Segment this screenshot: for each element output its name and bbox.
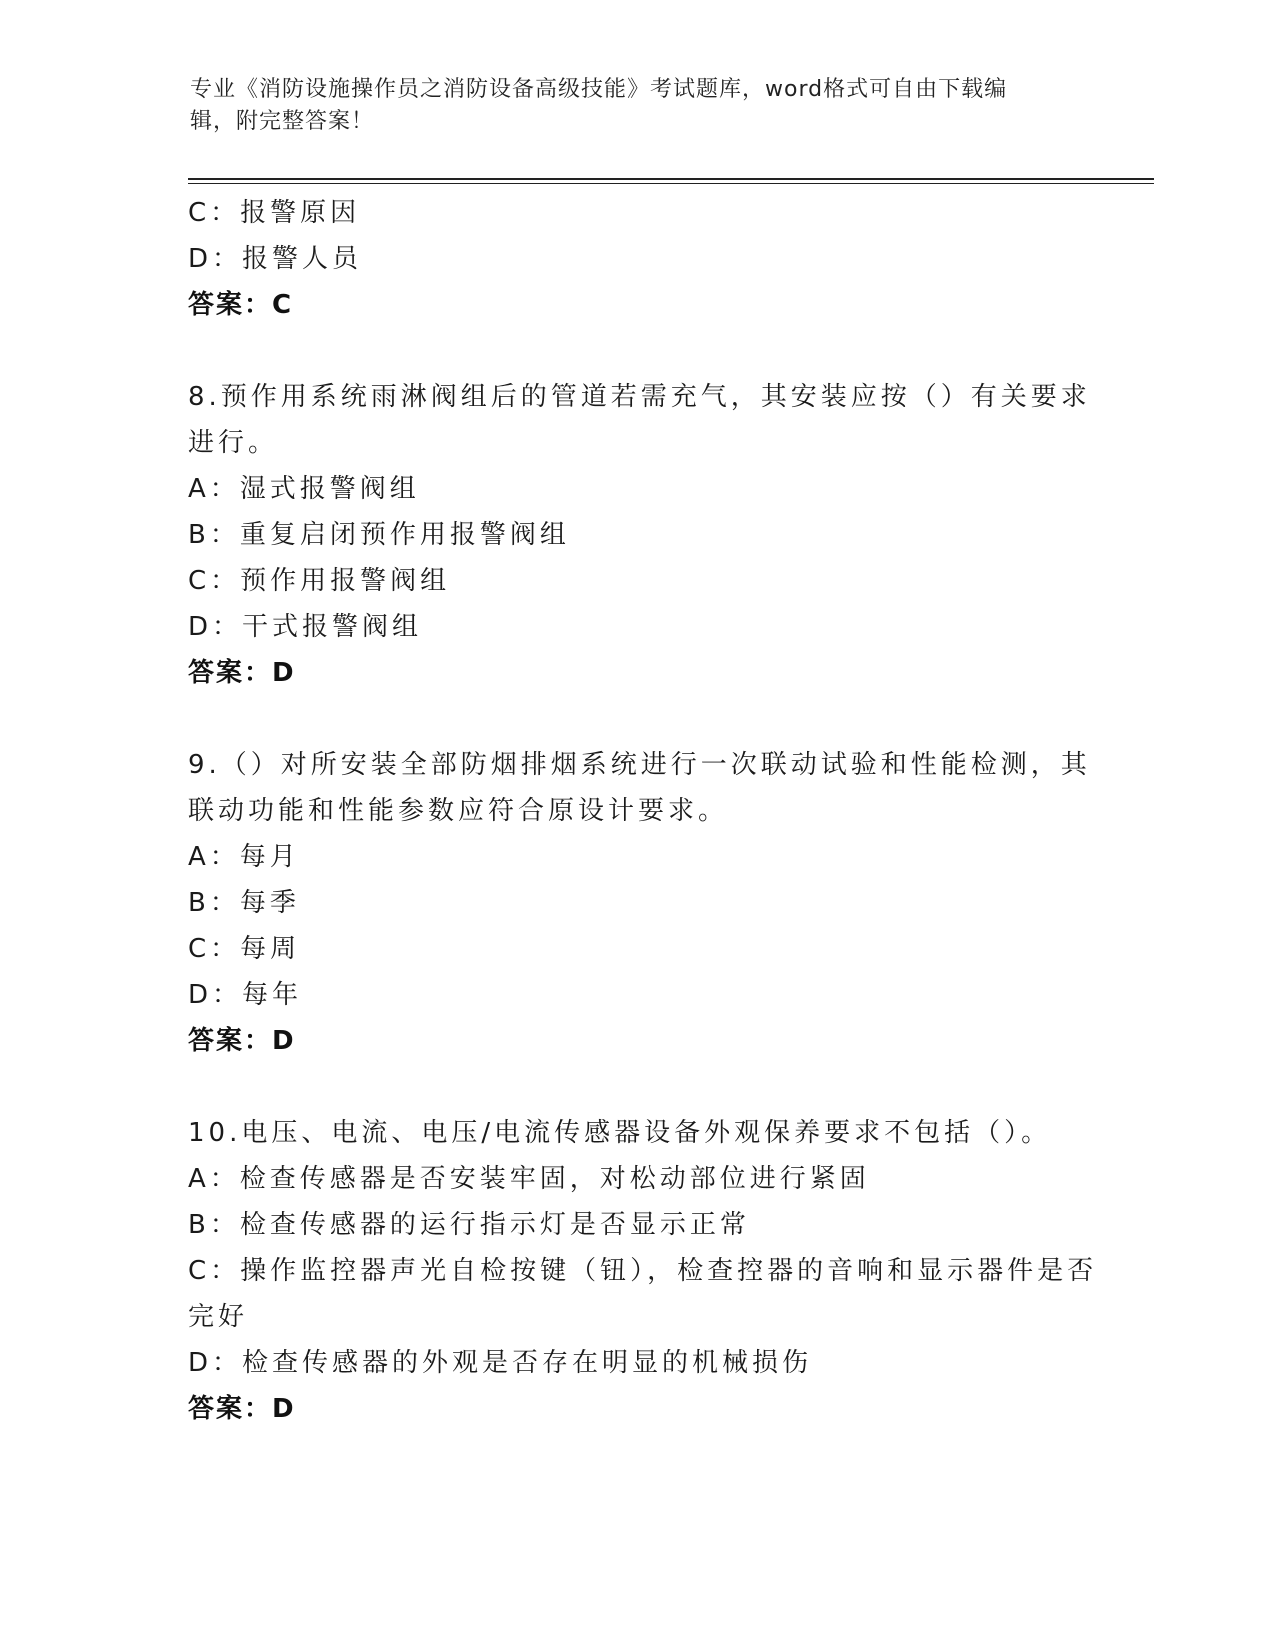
option-d: D：检查传感器的外观是否存在明显的机械损伤 [188, 1348, 813, 1378]
option-a: A：湿式报警阀组 [188, 474, 420, 504]
option-d: D：报警人员 [188, 244, 363, 274]
option-d: D：每年 [188, 980, 303, 1010]
header-line-1: 专业《消防设施操作员之消防设备高级技能》考试题库，word格式可自由下载编 [190, 77, 1008, 102]
option-a: A：检查传感器是否安装牢固，对松动部位进行紧固 [188, 1164, 870, 1194]
answer-line: 答案：D [188, 1026, 296, 1056]
question-stem: 8.预作用系统雨淋阀组后的管道若需充气，其安装应按（）有关要求 [188, 382, 1091, 412]
option-b: B：每季 [188, 888, 300, 918]
question-stem: 10.电压、电流、电压/电流传感器设备外观保养要求不包括（）。 [188, 1118, 1052, 1148]
question-stem-continued: 联动功能和性能参数应符合原设计要求。 [188, 796, 729, 826]
option-b: B：检查传感器的运行指示灯是否显示正常 [188, 1210, 750, 1240]
document-header [190, 74, 1090, 138]
option-c: C：报警原因 [188, 198, 361, 228]
header-divider-thin [188, 183, 1154, 184]
answer-line: 答案：D [188, 658, 296, 688]
option-a: A：每月 [188, 842, 300, 872]
header-line-2: 辑，附完整答案！ [190, 109, 375, 134]
option-c: C：操作监控器声光自检按键（钮），检查控器的音响和显示器件是否 [188, 1256, 1098, 1286]
question-stem: 9.（）对所安装全部防烟排烟系统进行一次联动试验和性能检测，其 [188, 750, 1091, 780]
header-divider-thick [188, 178, 1154, 180]
document-body [188, 190, 1098, 1432]
option-d: D：干式报警阀组 [188, 612, 423, 642]
question-stem-continued: 进行。 [188, 428, 279, 458]
option-b: B：重复启闭预作用报警阀组 [188, 520, 570, 550]
answer-line: 答案：D [188, 1394, 296, 1424]
question-block-8 [188, 374, 1091, 696]
question-block-10 [188, 1110, 1098, 1432]
option-c: C：预作用报警阀组 [188, 566, 451, 596]
option-c-continued: 完好 [188, 1302, 249, 1332]
question-block-7-tail [188, 190, 1088, 328]
option-c: C：每周 [188, 934, 301, 964]
question-block-9 [188, 742, 1091, 1064]
answer-line: 答案：C [188, 290, 294, 320]
